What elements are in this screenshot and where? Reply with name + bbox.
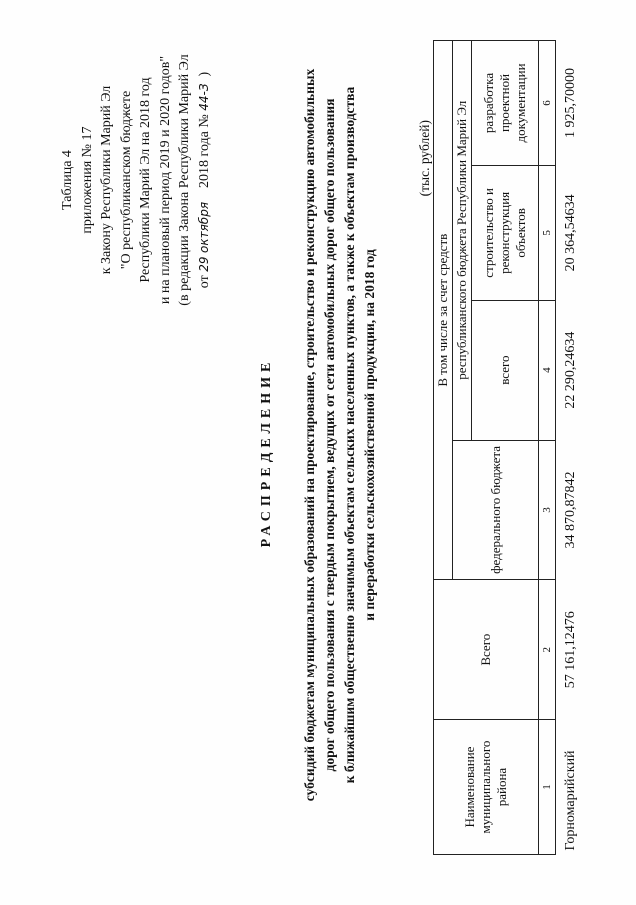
col-header-construction: строительство и реконструкция объектов <box>472 165 539 300</box>
col-header-total: Всего <box>434 580 539 720</box>
description-line: дорог общего пользования с твердым покрытием, ведущих от сети автомобильных дорог общего пользования <box>322 98 337 772</box>
column-number-row <box>539 41 556 855</box>
date-day: 29 <box>196 256 211 272</box>
date-number-prefix: № <box>196 114 212 128</box>
column-number: 4 <box>539 300 556 440</box>
header-line: Таблица 4 <box>60 150 75 210</box>
date-month: октября <box>196 201 211 253</box>
cell-rep-total: 22 290,24634 <box>563 331 578 409</box>
date-number: 44-З <box>196 83 211 111</box>
header-line: к Закону Республики Марий Эл <box>99 85 114 275</box>
column-number: 5 <box>539 165 556 300</box>
cell-total: 57 161,12476 <box>563 611 578 689</box>
description-line: к ближайшим общественно значимым объектам сельских населенных пунктов, а также к объектам производства <box>342 86 357 784</box>
date-suffix: ) <box>196 71 212 77</box>
group-header-in-total: В том числе за счет средств <box>434 41 453 580</box>
document-description <box>300 55 380 815</box>
description-line: и переработки сельскохозяйственной продукции, на 2018 год <box>362 249 377 621</box>
header-line: "О республиканском бюджете <box>118 90 134 270</box>
header-date-line <box>195 15 215 345</box>
header-line: приложения № 17 <box>79 126 95 234</box>
description-line: субсидий бюджетам муниципальных образований на проектирование, строительство и реконструкцию автомобильных <box>302 68 317 802</box>
header-line: и на плановый период 2019 и 2020 годов" <box>157 55 173 305</box>
cell-federal: 34 870,87842 <box>563 471 578 549</box>
column-number: 3 <box>539 440 556 580</box>
cell-district-name: Горномарийский <box>563 750 578 851</box>
group-header-republic: республиканского бюджета Республики Марий Эл <box>453 41 472 441</box>
col-header-rep-total: всего <box>472 300 539 440</box>
col-header-design: разработка проектной документации <box>472 41 539 166</box>
header-line: Республики Марий Эл на 2018 год <box>138 77 153 283</box>
column-number: 2 <box>539 580 556 720</box>
appendix-header <box>58 15 214 345</box>
document-title: РАСПРЕДЕЛЕНИЕ <box>259 357 274 548</box>
header-line: (в редакции Закона Республики Марий Эл <box>177 54 192 306</box>
subsidy-table <box>433 40 586 855</box>
col-header-name: Наименование муниципального района <box>434 720 539 855</box>
col-header-federal: федерального бюджета <box>453 440 539 580</box>
column-number: 1 <box>539 720 556 855</box>
date-prefix: от <box>196 275 212 289</box>
cell-design: 1 925,70000 <box>563 67 578 138</box>
column-number: 6 <box>539 41 556 166</box>
date-year: 2018 года <box>196 131 212 188</box>
cell-construction: 20 364,54634 <box>563 194 578 272</box>
unit-label: (тыс. рублей) <box>417 120 432 197</box>
table-row <box>556 41 587 855</box>
